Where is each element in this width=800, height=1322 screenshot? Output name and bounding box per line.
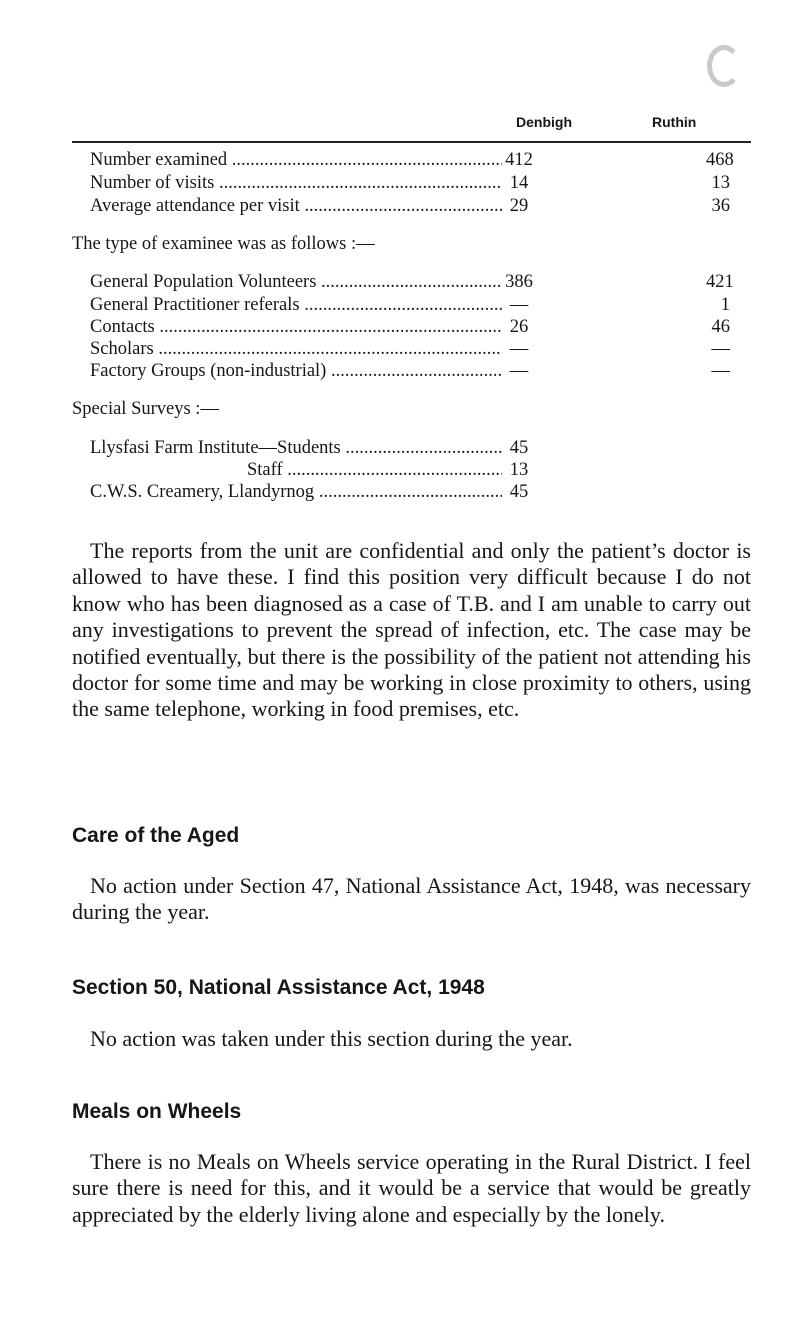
value-denbigh: 14 (509, 173, 529, 193)
table-row (90, 481, 730, 503)
row-label: Number examined ..... (90, 149, 502, 171)
value-denbigh: 45 (509, 482, 529, 502)
care-of-aged-heading: Care of the Aged (72, 824, 240, 847)
special-surveys-heading: Special Surveys :— (72, 399, 219, 419)
table-row (90, 271, 734, 293)
value-ruthin: — (711, 339, 730, 359)
table-row (90, 316, 730, 338)
row-label: Factory Groups (non-industrial) ..... (90, 360, 502, 382)
row-label: Contacts ..... (90, 316, 502, 338)
value-denbigh: 26 (509, 317, 529, 337)
column-header-ruthin: Ruthin (652, 114, 697, 130)
value-denbigh: 29 (509, 196, 529, 216)
row-label: Number of visits ..... (90, 172, 502, 194)
care-of-aged-text: No action under Section 47, National Assistance Act, 1948, was necessary during the year. (72, 873, 751, 925)
row-label: Staff ..... (90, 459, 502, 481)
row-label: General Practitioner referals ..... (90, 294, 502, 316)
table-row (90, 149, 734, 171)
section-50-heading: Section 50, National Assistance Act, 1948 (72, 976, 485, 999)
table-row (90, 437, 730, 459)
meals-on-wheels-heading: Meals on Wheels (72, 1100, 242, 1123)
section-50-text: No action was taken under this section during the year. (90, 1026, 573, 1051)
page-corner-mark (707, 45, 741, 87)
value-ruthin: 1 (720, 295, 730, 315)
reports-paragraph: The reports from the unit are confidential and only the patient’s doctor is allowed to have these. I find this position very difficult because I do not know who has been diagnosed as a case of T.B. and I am unable to carry out any investigations to prevent the spread of infection, etc. The case may be notified eventually, but there is the possibility of the patient not attending his doctor for some time and may be working in close proximity to others, using the same telephone, working in food premises, etc. (72, 538, 751, 722)
row-label: C.W.S. Creamery, Llandyrnog ..... (90, 481, 502, 503)
row-label: Average attendance per visit ..... (90, 195, 502, 217)
value-denbigh: 45 (509, 438, 529, 458)
value-denbigh: 412 (505, 150, 533, 170)
value-ruthin: 468 (706, 150, 734, 170)
value-ruthin: 36 (711, 196, 730, 216)
value-denbigh: 386 (505, 272, 533, 292)
examinee-type-heading: The type of examinee was as follows :— (72, 234, 375, 254)
value-ruthin: — (711, 361, 730, 381)
table-row (90, 195, 730, 217)
table-row (90, 294, 730, 316)
value-denbigh: — (509, 295, 529, 315)
value-ruthin: 421 (706, 272, 734, 292)
value-denbigh: 13 (509, 460, 529, 480)
row-label: Llysfasi Farm Institute—Students ..... (90, 437, 502, 459)
column-header-denbigh: Denbigh (516, 114, 572, 130)
header-rule (72, 141, 751, 143)
table-row (90, 459, 730, 481)
table-row (90, 360, 730, 382)
table-row (90, 338, 730, 360)
row-label: General Population Volunteers ..... (90, 271, 502, 293)
row-label: Scholars ..... (90, 338, 502, 360)
value-ruthin: 13 (711, 173, 730, 193)
value-denbigh: — (509, 339, 529, 359)
value-ruthin: 46 (711, 317, 730, 337)
value-denbigh: — (509, 361, 529, 381)
table-row (90, 172, 730, 194)
meals-on-wheels-text: There is no Meals on Wheels service operating in the Rural District. I feel sure there is need for this, and it would be a service that would be greatly appreciated by the elderly living alone and especially by the lonely. (72, 1149, 751, 1227)
